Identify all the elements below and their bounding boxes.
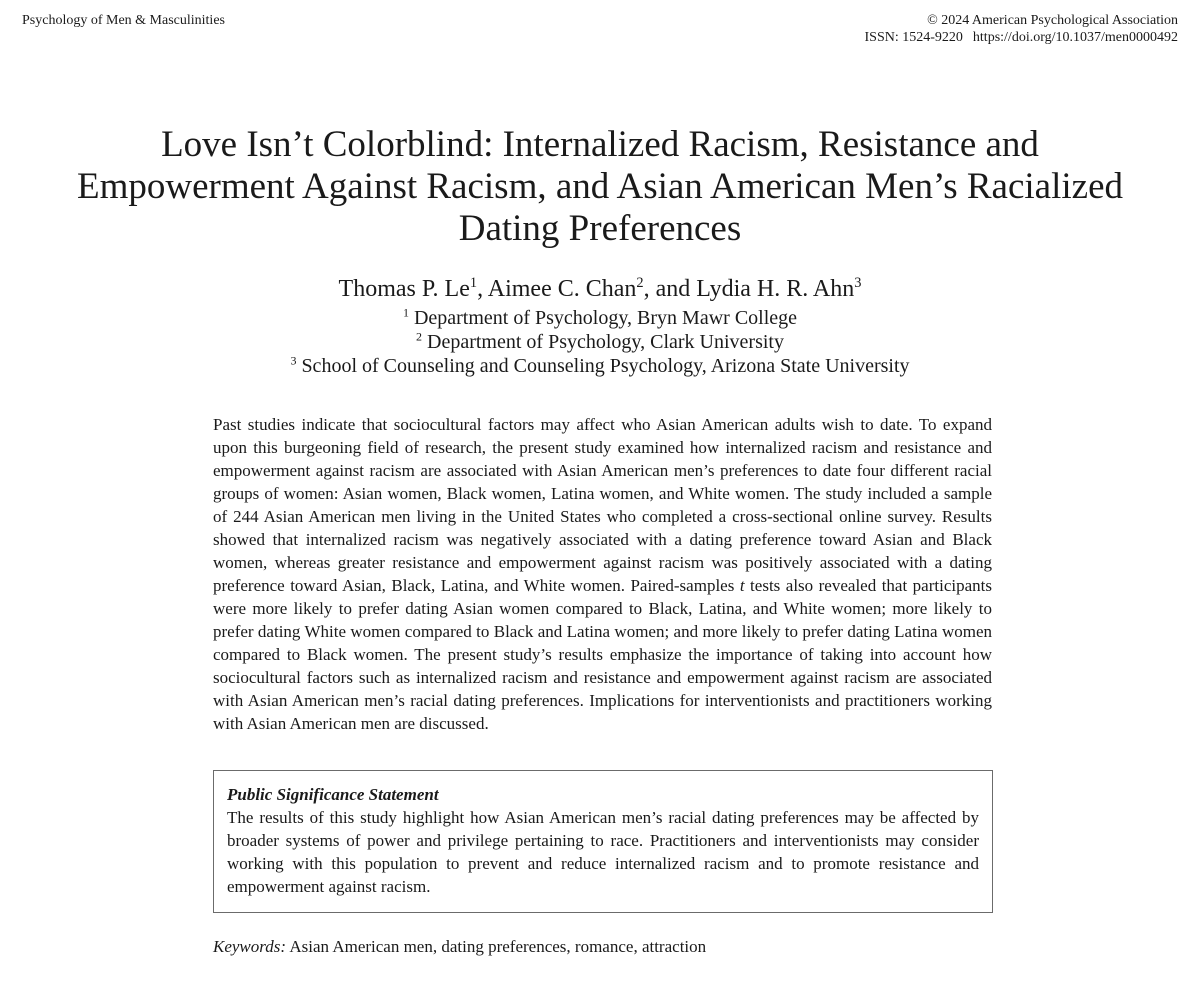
- author-name: Thomas P. Le: [338, 276, 470, 302]
- affiliation-text: Department of Psychology, Clark University: [427, 331, 784, 353]
- title-line: Love Isn’t Colorblind: Internalized Racism, Resistance and: [161, 124, 1039, 165]
- author-separator: ,: [477, 276, 488, 302]
- affiliation-text: Department of Psychology, Bryn Mawr College: [413, 307, 798, 329]
- affiliation-list: [0, 306, 1200, 378]
- abstract: [213, 413, 992, 735]
- doi-link[interactable]: https://doi.org/10.1037/men0000492: [972, 30, 1178, 45]
- keywords-text: Asian American men, dating preferences, romance, attraction: [289, 937, 707, 956]
- title-line: Dating Preferences: [458, 208, 742, 249]
- title-line: Empowerment Against Racism, and Asian American Men’s Racialized: [76, 166, 1124, 207]
- issn-doi-line: [865, 29, 1178, 46]
- affiliation: [0, 354, 1200, 378]
- author-affil-marker: 3: [854, 275, 862, 291]
- affiliation: [0, 306, 1200, 330]
- affiliation-marker: 3: [290, 353, 297, 368]
- abstract-text: Past studies indicate that sociocultural factors may affect who Asian American adults wish to date. To expand upon this burgeoning field of research, the present study examined how internalized racism and resistance and empowerment against racism are associated with Asian American men’s preferences to date four different racial groups of women: Asian women, Black women, Latina women, and White women. The study included a sample of 244 Asian American men living in the United States who completed a cross-sectional online survey. Results showed that internalized racism was negatively associated with a dating preference toward Asian and Black women, whereas greater resistance and empowerment against racism was positively associated with a dating preference toward Asian, Black, Latina, and White women. Paired-samples: [213, 415, 992, 595]
- affiliation-marker: 1: [402, 305, 409, 320]
- affiliation-marker: 2: [416, 329, 422, 344]
- issn: ISSN: 1524-9220: [864, 30, 963, 45]
- significance-text: The results of this study highlight how Asian American men’s racial dating preferences may be affected by broader systems of power and privilege pertaining to race. Practitioners and interventionists may consider working with this population to prevent and reduce internalized racism and to promote resistance and empowerment against racism.: [227, 808, 979, 896]
- author-affil-marker: 1: [469, 275, 478, 291]
- keywords: [213, 935, 706, 958]
- author-list: [0, 274, 1200, 304]
- affiliation: [0, 330, 1200, 354]
- paper-title: [0, 124, 1200, 250]
- publication-info: [865, 12, 1178, 46]
- significance-heading: Public Significance Statement: [227, 785, 439, 804]
- keywords-label: Keywords:: [213, 937, 287, 956]
- author-affil-marker: 2: [636, 275, 644, 291]
- abstract-text: tests also revealed that participants were more likely to prefer dating Asian women compared to Black, Latina, and White women; more likely to prefer dating White women compared to Black and Latina women; and more likely to prefer dating Latina women compared to Black women. The present study’s results emphasize the importance of taking into account how sociocultural factors such as internalized racism and resistance and empowerment against racism are associated with Asian American men’s racial dating preferences. Implications for interventionists and practitioners working with Asian American men are discussed.: [213, 576, 992, 733]
- copyright-line: © 2024 American Psychological Association: [927, 13, 1178, 28]
- journal-name: Psychology of Men & Masculinities: [22, 13, 225, 28]
- author-name: Aimee C. Chan: [487, 276, 637, 302]
- public-significance-statement: [213, 770, 993, 913]
- author-name: Lydia H. R. Ahn: [696, 276, 855, 302]
- abstract-italic-t: t: [739, 576, 745, 595]
- affiliation-text: School of Counseling and Counseling Psychology, Arizona State University: [301, 355, 910, 377]
- author-separator: , and: [643, 276, 697, 302]
